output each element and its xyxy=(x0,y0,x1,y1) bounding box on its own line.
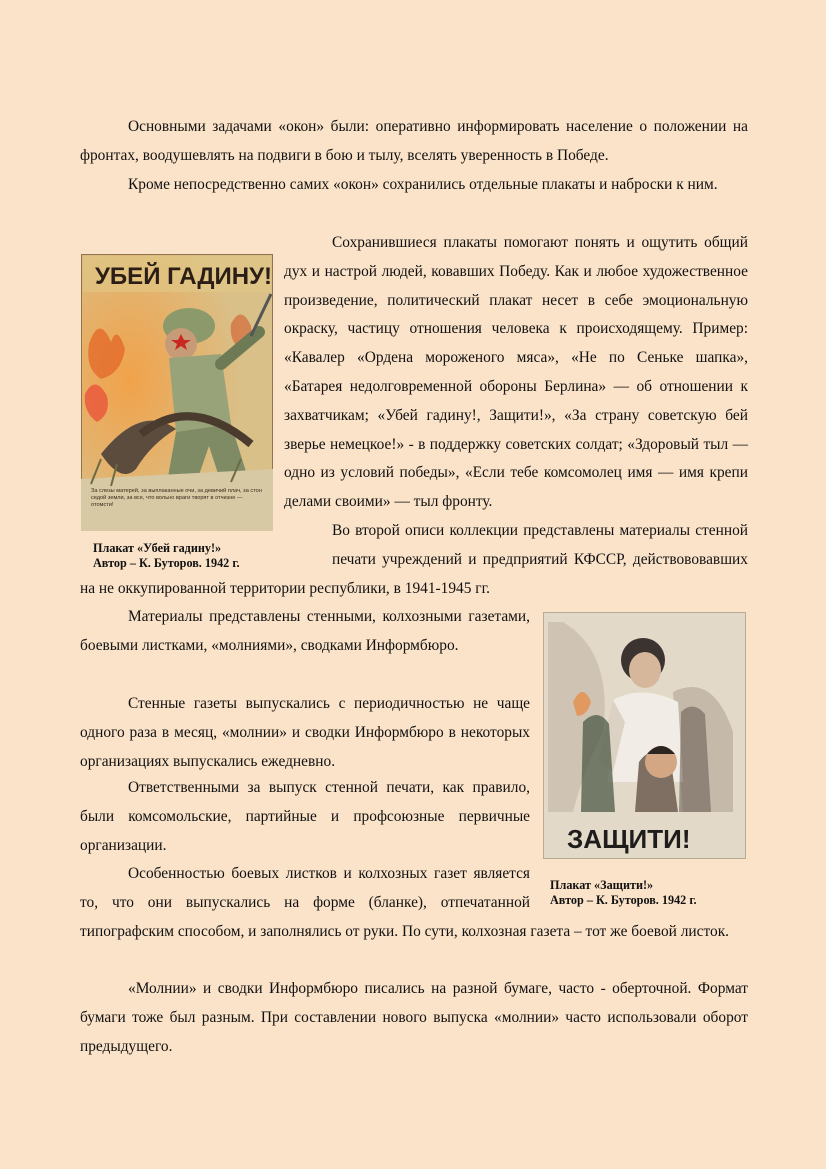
paragraph-collection xyxy=(80,517,748,603)
poster2-caption-author: Автор – К. Буторов. 1942 г. xyxy=(550,893,697,907)
poster2-caption-title: Плакат «Защити!» xyxy=(550,878,654,892)
paragraph-wall-newspapers: Стенные газеты выпускались с периодичностью не чаще одного раза в месяц, «молнии» и сводки Информбюро в некоторых организациях выпускались ежедневно. xyxy=(80,695,530,770)
poster1-caption-title: Плакат «Убей гадину!» xyxy=(93,541,222,555)
paragraph-sketches: Кроме непосредственно самих «окон» сохранились отдельные плакаты и наброски к ним. xyxy=(128,176,718,193)
paragraph-materials: Материалы представлены стенными, колхозными газетами, боевыми листками, «молниями», сводками Информбюро. xyxy=(80,608,530,654)
paragraph-posters: Сохранившиеся плакаты помогают понять и ощутить общий дух и настрой людей, ковавших Победу. Как и любое художественное произведение, политический плакат несет в себе эмоциональную окраску, частицу отношения человека к происходящему. Пример: «Кавалер «Ордена мороженого мяса», «Не по Сеньке шапка», «Батарея недолговременной обороны Берлина» — об отношении к захватчикам; «Убей гадину!, Защити!», «За страну советскую бей зверье немецкое!» - в поддержку советских солдат; «Здоровый тыл — одно из условий победы», «Если тебе комсомолец имя — имя крепи делами своими» — тыл фронту. xyxy=(80,229,748,574)
paragraph-lightning: «Молнии» и сводки Информбюро писались на разной бумаге, часто - оберточной. Формат бумаги тоже был разным. При составлении нового выпуска «молнии» часто использовали оборот предыдущего. xyxy=(80,980,748,1055)
paragraph-features-text: Особенностью боевых листков и колхозных газет является то, что они выпускались на форме (бланке), отпечатанной типографским способом, и заполнялись от руки. По сути, колхозная газета – тот же боевой листок. xyxy=(80,865,730,940)
poster1-lettering: УБЕЙ ГАДИНУ! xyxy=(95,263,273,290)
poster1-float-spacer-2 xyxy=(80,517,332,574)
paragraph-responsible: Ответственными за выпуск стенной печати, как правило, были комсомольские, партийные и профсоюзные первичные организации. xyxy=(80,779,530,854)
poster1-verse: За слезы матерей, за выплаканные очи, за девичий плач, за стон седой земли, за все, что вольно враги творят в отчизне — отомсти! xyxy=(91,488,262,508)
poster-defend-illustration xyxy=(543,612,746,859)
poster-defend xyxy=(543,612,746,859)
paragraph-features xyxy=(80,860,748,946)
paragraph-tasks: Основными задачами «окон» были: оперативно информировать население о положении на фронтах, воодушевлять на подвиги в бою и тылу, вселять уверенность в Победе. xyxy=(80,118,748,164)
poster1-caption-author: Автор – К. Буторов. 1942 г. xyxy=(93,556,240,570)
poster2-lettering: ЗАЩИТИ! xyxy=(567,824,691,854)
paragraph-collection-text: Во второй описи коллекции представлены материалы стенной печати учреждений и предприятий КФССР, действововавших на не оккупированной территории республики, в 1941-1945 гг. xyxy=(80,522,748,597)
